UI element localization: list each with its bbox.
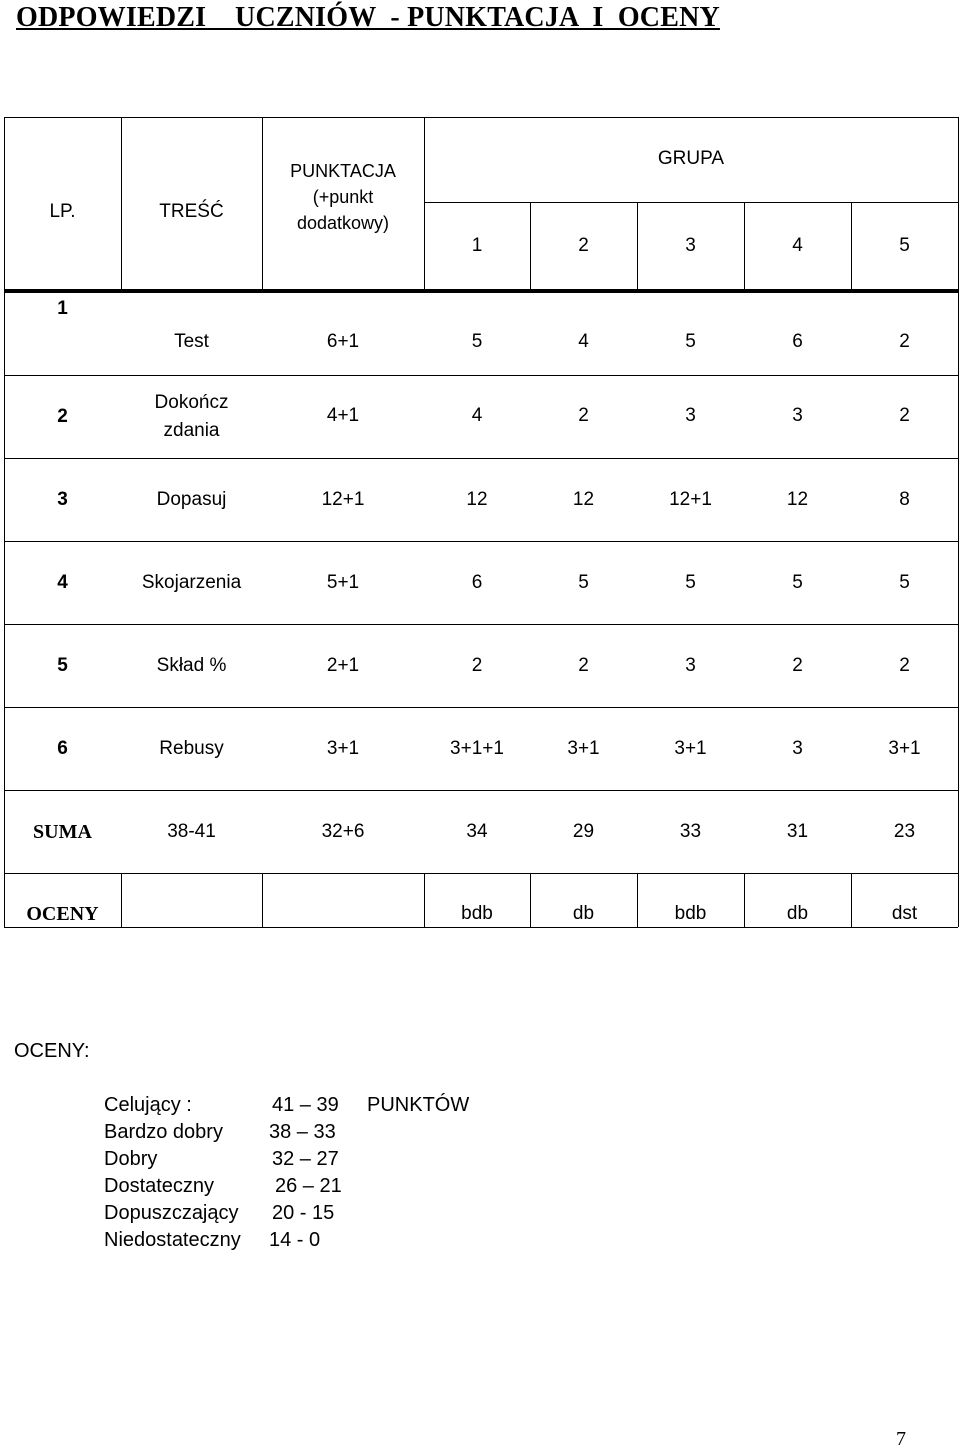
row-1-group-5: 2 — [899, 331, 910, 352]
row-4-group-2: 5 — [578, 571, 589, 593]
suma-tresc: 38-41 — [167, 820, 216, 842]
row-3-group-1: 12 — [466, 488, 488, 510]
row-3-group-4: 12 — [786, 488, 809, 510]
row-5-group-2: 2 — [578, 654, 589, 676]
suma-group-2: 29 — [572, 820, 595, 842]
row-1-group-4: 6 — [792, 331, 803, 352]
row-5-lp: 5 — [57, 654, 68, 676]
row-1-group-1: 5 — [471, 331, 483, 352]
row-5-group-4: 2 — [792, 654, 803, 676]
header-group-1: 1 — [471, 235, 483, 256]
row-2-group-2: 2 — [578, 405, 589, 426]
suma-group-5: 23 — [893, 820, 916, 842]
row-5-group-3: 3 — [685, 654, 696, 676]
row-4-punktacja: 5+1 — [326, 571, 360, 593]
oceny-group-5: dst — [891, 903, 918, 924]
row-6-group-3: 3+1 — [674, 737, 707, 759]
row-4-lp: 4 — [57, 571, 68, 593]
row-1-group-3: 5 — [685, 331, 696, 352]
suma-group-3: 33 — [679, 820, 702, 842]
legend-grade-name: Niedostateczny — [104, 1229, 241, 1251]
row-2-punktacja: 4+1 — [326, 405, 360, 426]
legend-grade-name: Dobry — [104, 1148, 158, 1170]
row-1-punktacja: 6+1 — [326, 331, 360, 352]
row-6-group-2: 3+1 — [567, 737, 600, 759]
row-5-tresc: Skład % — [156, 654, 227, 676]
row-4-group-3: 5 — [685, 571, 696, 593]
row-2-group-5: 2 — [899, 405, 910, 426]
oceny-group-2: db — [572, 903, 595, 924]
table-border-right — [958, 117, 959, 927]
header-punktacja: PUNKTACJA (+punkt dodatkowy) — [290, 161, 396, 233]
suma-group-4: 31 — [786, 820, 809, 842]
legend-grade-range: 38 – 33 — [269, 1121, 336, 1143]
row-4-group-4: 5 — [792, 571, 803, 593]
row-1-lp: 1 — [57, 298, 68, 319]
row-2-group-1: 4 — [471, 405, 483, 426]
row-2-lp: 2 — [57, 405, 68, 427]
suma-group-1: 34 — [466, 820, 488, 842]
header-group-5: 5 — [899, 235, 910, 256]
suma-punktacja: 32+6 — [321, 820, 365, 842]
header-grupa: GRUPA — [657, 148, 725, 169]
row-4-group-1: 6 — [471, 571, 483, 593]
legend-grade-range: 20 - 15 — [272, 1202, 335, 1224]
header-group-3: 3 — [685, 235, 696, 256]
row-2-group-3: 3 — [685, 405, 696, 426]
row-1-tresc: Test — [174, 331, 209, 352]
legend-grade-range: 14 - 0 — [269, 1229, 321, 1251]
legend-grade-range: 26 – 21 — [275, 1175, 342, 1197]
row-3-lp: 3 — [57, 488, 68, 510]
oceny-col-divider — [121, 873, 122, 927]
row-6-tresc: Rebusy — [159, 737, 224, 759]
row-3-group-3: 12+1 — [669, 488, 712, 510]
row-6-group-5: 3+1 — [888, 737, 921, 759]
header-group-4: 4 — [792, 235, 803, 256]
suma-label: SUMA — [33, 820, 92, 843]
row-5-punktacja: 2+1 — [326, 654, 360, 676]
oceny-group-3: bdb — [674, 903, 707, 924]
header-group-2: 2 — [578, 235, 589, 256]
row-2-group-4: 3 — [792, 405, 803, 426]
row-2-tresc: Dokończ zdania — [154, 391, 229, 441]
row-6-group-4: 3 — [792, 737, 803, 759]
legend-grade-name: Celujący : — [104, 1094, 192, 1116]
row-3-tresc: Dopasuj — [156, 488, 227, 510]
legend-grade-name: Dostateczny — [104, 1175, 215, 1197]
row-1-group-2: 4 — [578, 331, 589, 352]
page-number: 7 — [896, 1428, 906, 1450]
page-title: ODPOWIEDZI UCZNIÓW - PUNKTACJA I OCENY — [16, 2, 720, 33]
row-3-group-5: 8 — [899, 488, 910, 510]
row-6-group-1: 3+1+1 — [450, 737, 504, 759]
row-6-punktacja: 3+1 — [326, 737, 360, 759]
legend-heading: OCENY: — [14, 1040, 90, 1062]
legend-grade-range: 41 – 39 — [272, 1094, 339, 1116]
legend-grade-name: Bardzo dobry — [104, 1121, 223, 1143]
row-4-group-5: 5 — [899, 571, 910, 593]
legend-unit: PUNKTÓW — [367, 1094, 470, 1116]
oceny-col-divider — [262, 873, 263, 927]
header-lp: LP. — [49, 201, 76, 222]
legend-grade-name: Dopuszczający — [104, 1202, 239, 1224]
oceny-label: OCENY — [26, 903, 99, 925]
row-5-group-1: 2 — [471, 654, 483, 676]
row-4-tresc: Skojarzenia — [141, 571, 242, 593]
header-tresc: TREŚĆ — [159, 201, 224, 222]
oceny-group-1: bdb — [461, 903, 493, 924]
row-3-punktacja: 12+1 — [321, 488, 365, 510]
legend-grade-range: 32 – 27 — [272, 1148, 339, 1170]
row-6-lp: 6 — [57, 737, 68, 759]
row-5-group-5: 2 — [899, 654, 910, 676]
row-divider — [4, 927, 958, 928]
oceny-group-4: db — [786, 903, 809, 924]
row-3-group-2: 12 — [572, 488, 595, 510]
